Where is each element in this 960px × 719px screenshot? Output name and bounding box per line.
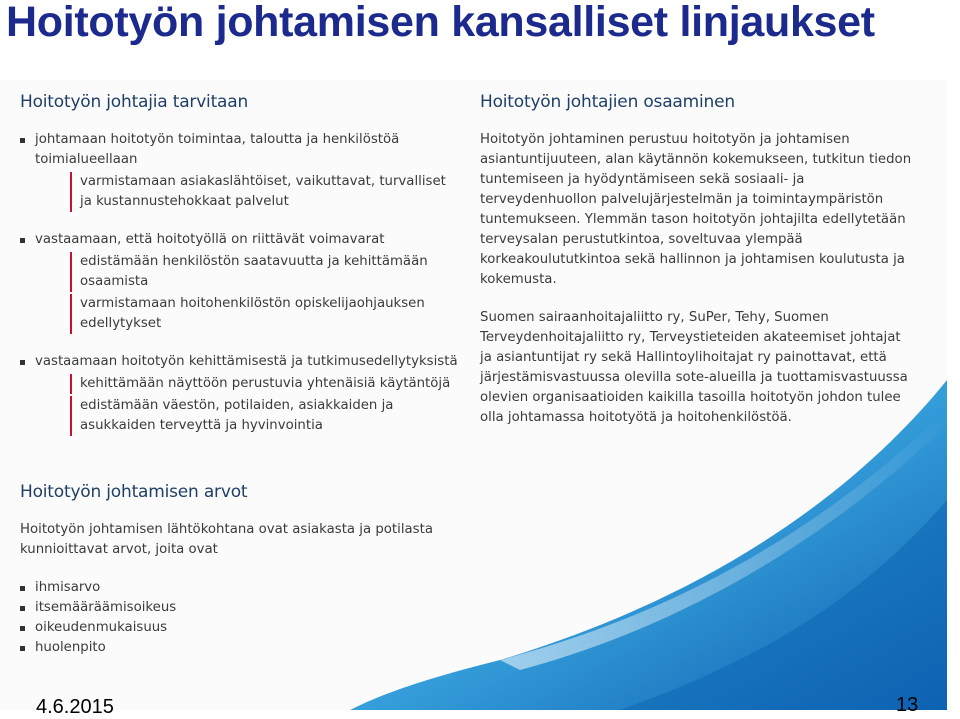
sub-item-group bbox=[70, 374, 460, 394]
value-item: oikeudenmukaisuus bbox=[20, 618, 460, 638]
bullet-item: vastaamaan, että hoitotyöllä on riittävät voimavarat bbox=[20, 230, 460, 250]
values-list bbox=[20, 578, 460, 658]
sub-item-group bbox=[70, 252, 460, 292]
value-item: itsemääräämisoikeus bbox=[20, 598, 460, 618]
sub-item-group bbox=[70, 172, 460, 212]
sub-item: varmistamaan hoitohenkilöstön opiskelijaohjauksen edellytykset bbox=[80, 296, 425, 331]
left-column bbox=[20, 92, 460, 658]
sub-item: edistämään henkilöstön saatavuutta ja kehittämään osaamista bbox=[80, 254, 428, 289]
values-intro: Hoitotyön johtamisen lähtökohtana ovat asiakasta ja potilasta kunnioittavat arvot, joita ovat bbox=[20, 522, 433, 557]
bullet-item: johtamaan hoitotyön toimintaa, taloutta ja henkilöstöä toimialueellaan bbox=[20, 130, 460, 170]
sub-item: edistämään väestön, potilaiden, asiakkaiden ja asukkaiden terveyttä ja hyvinvointia bbox=[80, 398, 394, 433]
sub-item-group bbox=[70, 294, 460, 334]
section-heading-competence: Hoitotyön johtajien osaaminen bbox=[480, 92, 735, 112]
sub-item-group bbox=[70, 396, 460, 436]
value-item: ihmisarvo bbox=[20, 578, 460, 598]
slide-title: Hoitotyön johtamisen kansalliset linjaukset bbox=[6, 0, 875, 46]
organizations-paragraph: Suomen sairaanhoitajaliitto ry, SuPer, Tehy, Suomen Terveydenhoitajaliitto ry, Terveystieteiden akateemiset johtajat ja asiantuntijat ry sekä Hallintoylihoitajat ry painottavat, että järjestämisvastuussa olevilla sote-alueilla ja tuottamisvastuussa olevien organisaatioiden kaikilla tasoilla hoitotyön johdon tulee olla johtamassa hoitotyötä ja hoitohenkilöstöä. bbox=[480, 310, 908, 425]
value-item: huolenpito bbox=[20, 638, 460, 658]
sub-item: varmistamaan asiakaslähtöiset, vaikuttavat, turvalliset ja kustannustehokkaat palvelut bbox=[80, 174, 446, 209]
right-column bbox=[480, 92, 915, 428]
section-heading-values: Hoitotyön johtamisen arvot bbox=[20, 482, 248, 502]
section-heading-leaders-needed: Hoitotyön johtajia tarvitaan bbox=[20, 92, 249, 112]
sub-item: kehittämään näyttöön perustuvia yhtenäisiä käytäntöjä bbox=[80, 376, 451, 391]
bullet-item: vastaamaan hoitotyön kehittämisestä ja tutkimusedellytyksistä bbox=[20, 352, 460, 372]
competence-paragraph: Hoitotyön johtaminen perustuu hoitotyön ja johtamisen asiantuntijuuteen, alan käytännön kokemukseen, tutkitun tiedon tuntemiseen ja hyödyntämiseen sekä sosiaali- ja terveydenhuollon palvelujärjestelmän ja toimintaympäristön tuntemukseen. Ylemmän tason hoitotyön johtajilta edellytetään terveysalan perustutkintoa, soveltuvaa ylempää korkeakoulututkintoa sekä hallinnon ja johtamisen koulutusta ja kokemusta. bbox=[480, 132, 912, 287]
brochure-image bbox=[0, 80, 947, 710]
footer-date: 4.6.2015 bbox=[36, 696, 114, 718]
page-number: 13 bbox=[896, 694, 919, 716]
